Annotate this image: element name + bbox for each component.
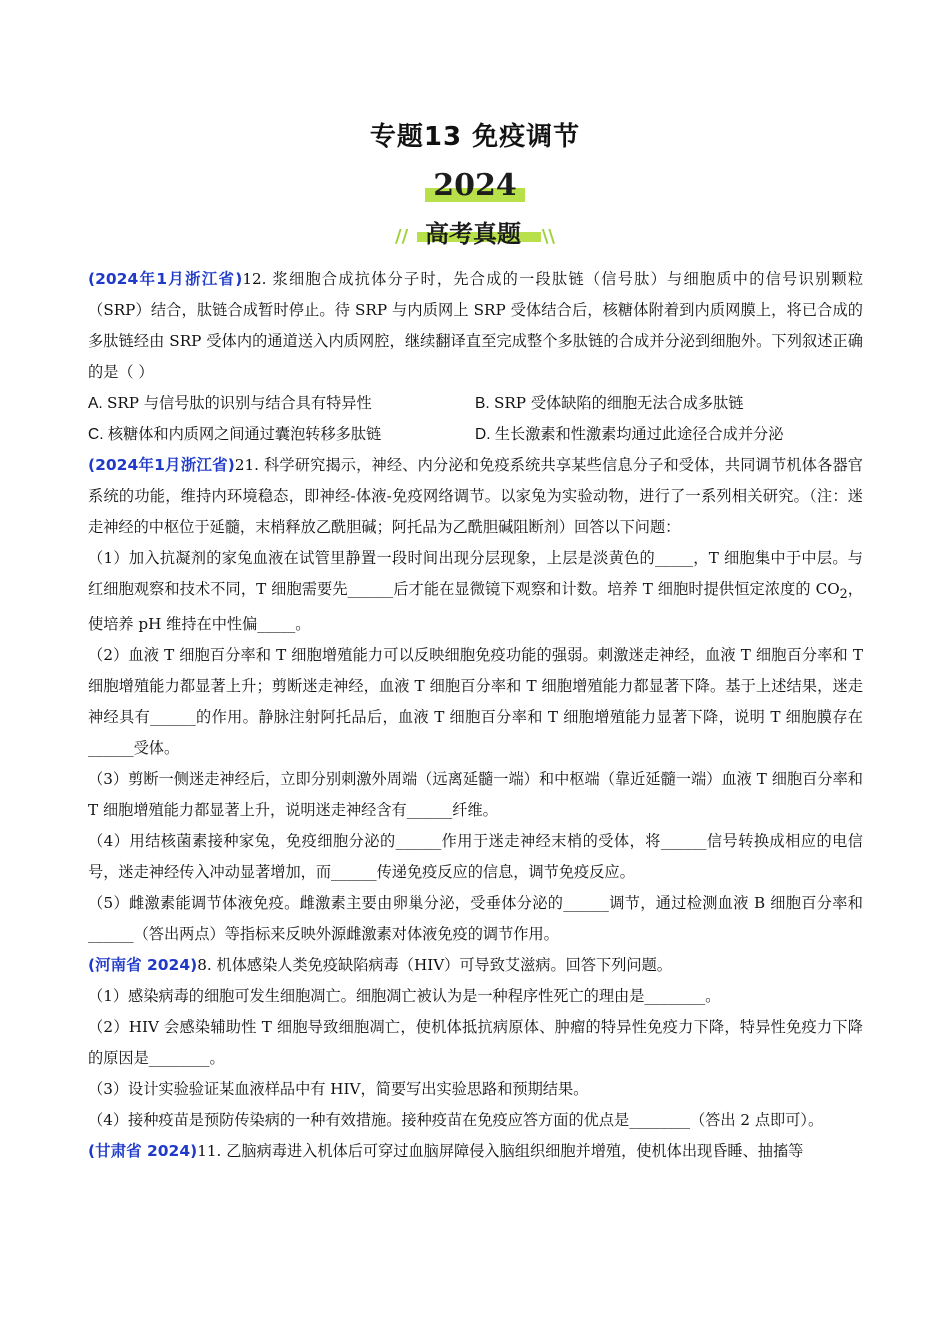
sub-question: （3）设计实验验证某血液样品中有 HIV，简要写出实验思路和预期结果。: [88, 1080, 589, 1099]
subscript: 2: [839, 586, 848, 602]
page-title: 专题13 免疫调节: [369, 122, 581, 152]
year-heading: [0, 168, 950, 203]
sub-question-text: （1）加入抗凝剂的家兔血液在试管里静置一段时间出现分层现象，上层是淡黄色的_____，T 细胞集中于中层。与红细胞观察和技术不同，T 细胞需要先______后才能在显微镜下观察和计数。培养 T 细胞时提供恒定浓度的 CO: [88, 549, 863, 598]
sub-question: （3）剪断一侧迷走神经后，立即分别刺激外周端（远离延髓一端）和中枢端（靠近延髓一端）血液 T 细胞百分率和 T 细胞增殖能力都显著上升，说明迷走神经含有______纤维。: [88, 770, 863, 820]
question-stem: 11. 乙脑病毒进入机体后可穿过血脑屏障侵入脑组织细胞并增殖，使机体出现昏睡、抽搐等: [197, 1142, 804, 1161]
question-stem: 12. 浆细胞合成抗体分子时，先合成的一段肽链（信号肽）与细胞质中的信号识别颗粒（SRP）结合，肽链合成暂时停止。待 SRP 与内质网上 SRP 受体结合后，核糖体附着到内质网膜上，将已合成的多肽链经由 SRP 受体内的通道送入内质网腔，继续翻译直至完成整个多肽链的合成并分泌到细胞外。下列叙述正确的是（ ）: [88, 270, 864, 381]
question-stem: 21. 科学研究揭示，神经、内分泌和免疫系统共享某些信息分子和受体，共同调节机体各器官系统的功能，维持内环境稳态，即神经-体液-免疫网络调节。以家兔为实验动物，进行了一系列相关研究。（注：迷走神经的中枢位于延髓，末梢释放乙酰胆碱；阿托品为乙酰胆碱阻断剂）回答以下问题：: [88, 456, 863, 536]
sub-question: [88, 543, 863, 640]
year-text: 2024: [433, 168, 517, 203]
question-4: [88, 1136, 863, 1167]
question-source: (2024年1月浙江省): [88, 270, 243, 288]
sub-question-text: ，使培养 pH 维持在中性偏_____。: [88, 580, 863, 634]
option-text: SRP 受体缺陷的细胞无法合成多肽链: [493, 394, 744, 412]
question-stem: 8. 机体感染人类免疫缺陷病毒（HIV）可导致艾滋病。回答下列问题。: [197, 956, 672, 975]
option-a: [88, 388, 475, 419]
sub-question: （5）雌激素能调节体液免疫。雌激素主要由卵巢分泌，受垂体分泌的______调节，通过检测血液 B 细胞百分率和______（答出两点）等指标来反映外源雌激素对体液免疫的调节作用。: [88, 894, 863, 944]
question-3: [88, 950, 863, 981]
options: [88, 388, 863, 450]
sub-question: （4）接种疫苗是预防传染病的一种有效措施。接种疫苗在免疫应答方面的优点是________（答出 2 点即可）。: [88, 1111, 824, 1130]
question-source: (2024年1月浙江省): [88, 456, 235, 474]
option-text: 生长激素和性激素均通过此途径合成并分泌: [494, 425, 784, 443]
option-letter: A.: [88, 395, 107, 412]
sub-question: （2）血液 T 细胞百分率和 T 细胞增殖能力可以反映细胞免疫功能的强弱。刺激迷走神经，血液 T 细胞百分率和 T 细胞增殖能力都显著上升；剪断迷走神经，血液 T 细胞百分率和 T 细胞增殖能力都显著下降。基于上述结果，迷走神经具有______的作用。静脉注射阿托品后，血液 T 细胞百分率和 T 细胞增殖能力显著下降，说明 T 细胞膜存在______受体。: [88, 646, 863, 758]
question-1: [88, 264, 863, 388]
option-text: 核糖体和内质网之间通过囊泡转移多肽链: [107, 425, 382, 443]
question-2: [88, 450, 863, 543]
badge-slash-left-icon: //: [395, 226, 409, 247]
sub-question: （1）感染病毒的细胞可发生细胞凋亡。细胞凋亡被认为是一种程序性死亡的理由是________。: [88, 987, 721, 1006]
sub-question: （2）HIV 会感染辅助性 T 细胞导致细胞凋亡，使机体抵抗病原体、肿瘤的特异性免疫力下降，特异性免疫力下降的原因是________。: [88, 1018, 863, 1068]
option-c: [88, 419, 475, 450]
questions: [88, 264, 863, 1167]
exam-badge: [395, 212, 555, 248]
question-source: (甘肃省 2024): [88, 1142, 198, 1161]
sub-question: （4）用结核菌素接种家兔，免疫细胞分泌的______作用于迷走神经末梢的受体，将______信号转换成相应的电信号，迷走神经传入冲动显著增加，而______传递免疫反应的信息，调节免疫反应。: [88, 832, 863, 882]
question-source: (河南省 2024): [88, 956, 198, 975]
option-text: SRP 与信号肽的识别与结合具有特异性: [106, 394, 372, 412]
option-d: [475, 419, 862, 450]
badge-label: 高考真题: [425, 220, 521, 248]
option-letter: B.: [475, 395, 494, 412]
option-letter: D.: [475, 426, 495, 443]
badge-slash-right-icon: \\: [541, 226, 555, 247]
option-b: [475, 388, 862, 419]
option-letter: C.: [88, 426, 108, 443]
